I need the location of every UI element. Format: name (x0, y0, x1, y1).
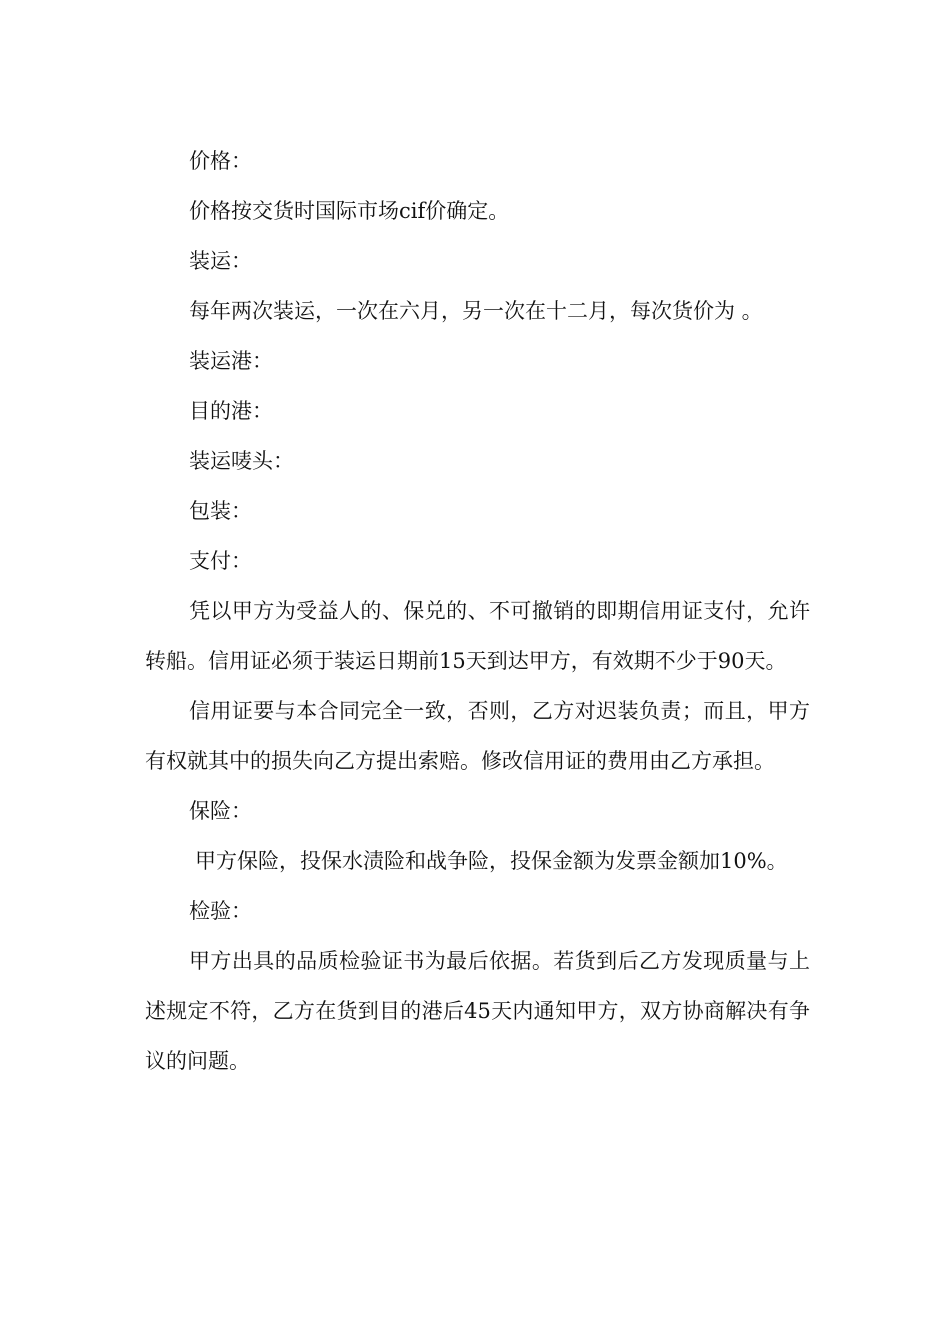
paragraph-payment-terms: 凭以甲方为受益人的、保兑的、不可撤销的即期信用证支付，允许转船。信用证必须于装运日期前15天到达甲方，有效期不少于90天。 (145, 599, 810, 673)
paragraph-insurance: 甲方保险，投保水渍险和战争险，投保金额为发票金额加10%。 (195, 849, 788, 873)
paragraph-shipment: 每年两次装运，一次在六月，另一次在十二月，每次货价为 。 (189, 299, 763, 323)
heading-inspection: 检验： (189, 899, 252, 923)
heading-port-of-loading: 装运港： (189, 349, 273, 373)
heading-port-of-destination: 目的港： (189, 399, 273, 423)
heading-insurance: 保险： (189, 799, 252, 823)
heading-shipment: 装运： (189, 249, 252, 273)
heading-payment: 支付： (189, 549, 252, 573)
paragraph-credit-conformity: 信用证要与本合同完全一致，否则，乙方对迟装负责；而且，甲方有权就其中的损失向乙方提出索赔。修改信用证的费用由乙方承担。 (145, 699, 810, 773)
paragraph-inspection: 甲方出具的品质检验证书为最后依据。若货到后乙方发现质量与上述规定不符，乙方在货到目的港后45天内通知甲方，双方协商解决有争议的问题。 (145, 949, 810, 1073)
paragraph-price: 价格按交货时国际市场cif价确定。 (189, 199, 510, 223)
heading-packing: 包装： (189, 499, 252, 523)
document-body (145, 136, 810, 1086)
heading-price: 价格： (189, 149, 252, 173)
heading-shipping-marks: 装运唛头： (189, 449, 294, 473)
